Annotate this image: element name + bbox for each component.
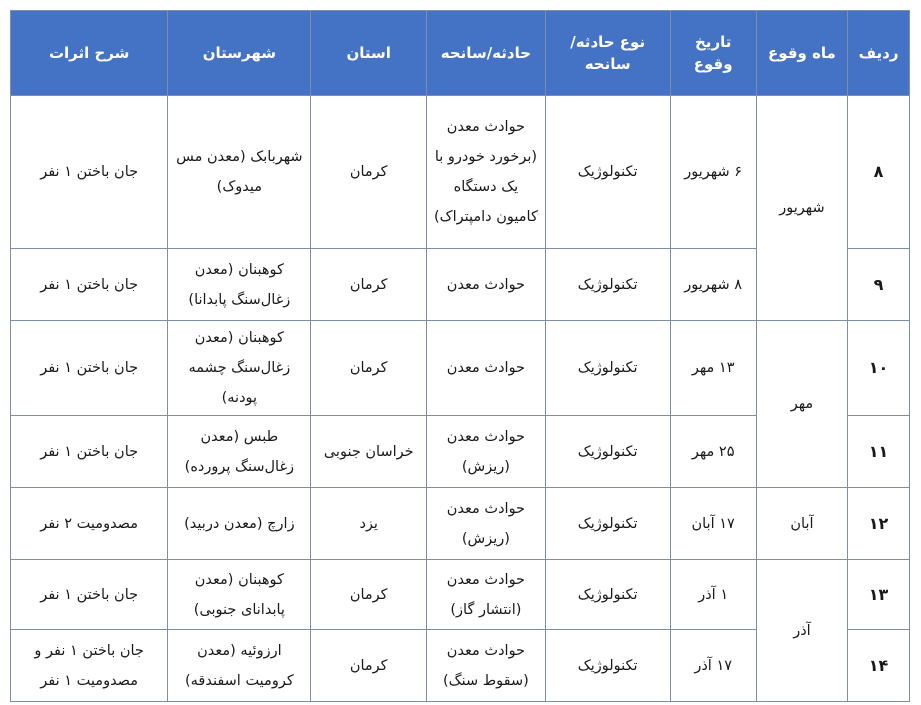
type-cell: تکنولوژیک xyxy=(545,249,670,321)
county-cell: کوهبنان (معدن زغال‌سنگ چشمه پودنه) xyxy=(168,321,311,416)
incident-cell: حوادث معدن xyxy=(427,249,546,321)
month-cell: مهر xyxy=(756,321,847,488)
type-cell: تکنولوژیک xyxy=(545,96,670,249)
county-cell: کوهبنان (معدن پابدانای جنوبی) xyxy=(168,560,311,630)
table-row xyxy=(11,321,910,416)
effects-cell: جان باختن ۱ نفر xyxy=(11,560,168,630)
row-number: ۱۰ xyxy=(848,321,910,416)
row-number: ۹ xyxy=(848,249,910,321)
province-cell: خراسان جنوبی xyxy=(311,416,427,488)
county-cell: زارچ (معدن دربید) xyxy=(168,488,311,560)
row-number: ۱۱ xyxy=(848,416,910,488)
header-county: شهرستان xyxy=(168,11,311,96)
province-cell: کرمان xyxy=(311,321,427,416)
month-cell: شهریور xyxy=(756,96,847,321)
effects-cell: جان باختن ۱ نفر و مصدومیت ۱ نفر xyxy=(11,630,168,702)
effects-cell: جان باختن ۱ نفر xyxy=(11,321,168,416)
province-cell: یزد xyxy=(311,488,427,560)
province-cell: کرمان xyxy=(311,249,427,321)
date-cell: ۱۷ آبان xyxy=(670,488,756,560)
date-cell: ۱۷ آذر xyxy=(670,630,756,702)
header-row-number: ردیف xyxy=(848,11,910,96)
county-cell: ارزوئیه (معدن کرومیت اسفندقه) xyxy=(168,630,311,702)
header-month: ماه وقوع xyxy=(756,11,847,96)
effects-cell: جان باختن ۱ نفر xyxy=(11,96,168,249)
province-cell: کرمان xyxy=(311,560,427,630)
effects-cell: جان باختن ۱ نفر xyxy=(11,416,168,488)
date-cell: ۶ شهریور xyxy=(670,96,756,249)
header-type: نوع حادثه/سانحه xyxy=(545,11,670,96)
row-number: ۸ xyxy=(848,96,910,249)
header-effects: شرح اثرات xyxy=(11,11,168,96)
province-cell: کرمان xyxy=(311,630,427,702)
header-incident: حادثه/سانحه xyxy=(427,11,546,96)
county-cell: طبس (معدن زغال‌سنگ پرورده) xyxy=(168,416,311,488)
month-cell: آبان xyxy=(756,488,847,560)
header-date: تاریخ وقوع xyxy=(670,11,756,96)
incident-cell: حوادث معدن xyxy=(427,321,546,416)
month-cell: آذر xyxy=(756,560,847,702)
table-row xyxy=(11,560,910,630)
type-cell: تکنولوژیک xyxy=(545,321,670,416)
date-cell: ۸ شهریور xyxy=(670,249,756,321)
incident-cell: حوادث معدن (برخورد خودرو با یک دستگاه کامیون دامپتراک) xyxy=(427,96,546,249)
incident-cell: حوادث معدن (سقوط سنگ) xyxy=(427,630,546,702)
effects-cell: جان باختن ۱ نفر xyxy=(11,249,168,321)
date-cell: ۱۳ مهر xyxy=(670,321,756,416)
type-cell: تکنولوژیک xyxy=(545,560,670,630)
date-cell: ۱ آذر xyxy=(670,560,756,630)
county-cell: کوهبنان (معدن زغال‌سنگ پابدانا) xyxy=(168,249,311,321)
header-row xyxy=(11,11,910,96)
incidents-table xyxy=(10,10,910,702)
row-number: ۱۳ xyxy=(848,560,910,630)
type-cell: تکنولوژیک xyxy=(545,488,670,560)
row-number: ۱۴ xyxy=(848,630,910,702)
incident-cell: حوادث معدن (ریزش) xyxy=(427,416,546,488)
type-cell: تکنولوژیک xyxy=(545,416,670,488)
county-cell: شهربابک (معدن مس میدوک) xyxy=(168,96,311,249)
table-row xyxy=(11,488,910,560)
effects-cell: مصدومیت ۲ نفر xyxy=(11,488,168,560)
header-province: استان xyxy=(311,11,427,96)
province-cell: کرمان xyxy=(311,96,427,249)
incident-cell: حوادث معدن (ریزش) xyxy=(427,488,546,560)
type-cell: تکنولوژیک xyxy=(545,630,670,702)
row-number: ۱۲ xyxy=(848,488,910,560)
table-row xyxy=(11,96,910,249)
incident-cell: حوادث معدن (انتشار گاز) xyxy=(427,560,546,630)
date-cell: ۲۵ مهر xyxy=(670,416,756,488)
